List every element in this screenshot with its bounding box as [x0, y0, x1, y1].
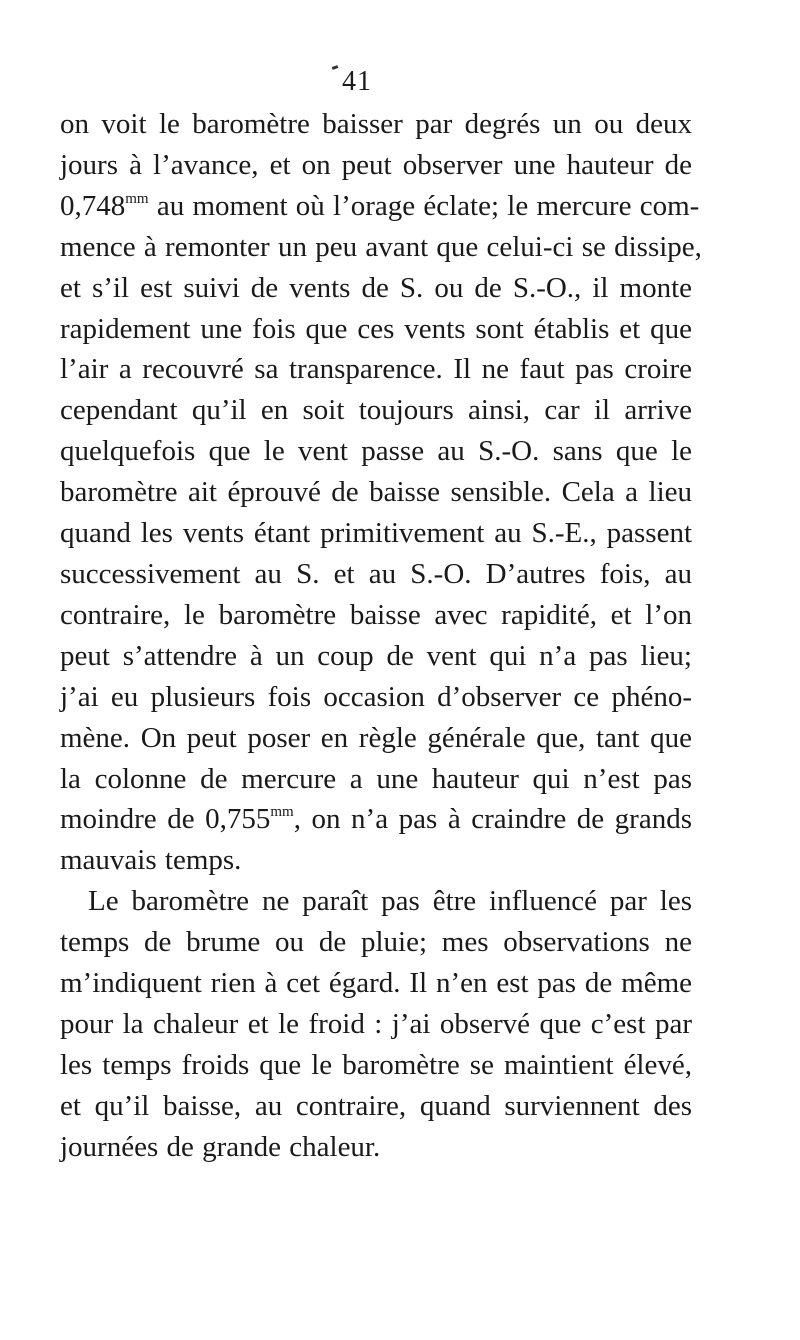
text-line: pour la chaleur et le froid : j’ai observé que c’est par	[60, 1007, 692, 1040]
unit-superscript: mm	[270, 804, 294, 821]
text-line: cependant qu’il en soit toujours ainsi, car il arrive	[60, 394, 692, 427]
text-line: l’air a recouvré sa transparence. Il ne faut pas croire	[60, 353, 692, 386]
text-line: contraire, le baromètre baisse avec rapidité, et l’on	[60, 598, 692, 631]
text-line: Le baromètre ne paraît pas être influencé par les	[88, 885, 692, 918]
body-text	[60, 104, 702, 1168]
line-continuation: , on n’a pas à craindre de grands	[293, 803, 692, 836]
text-line	[60, 799, 692, 840]
text-line: successivement au S. et au S.-O. D’autres fois, au	[60, 557, 692, 590]
text-line: et s’il est suivi de vents de S. ou de S.-O., il monte	[60, 271, 692, 304]
text-line: les temps froids que le baromètre se maintient élevé,	[60, 1048, 692, 1081]
text-line: m’indiquent rien à cet égard. Il n’en est pas de même	[60, 967, 692, 1000]
text-line: quand les vents étant primitivement au S.-E., passent	[60, 517, 692, 550]
measurement-value: 0,748	[60, 189, 126, 222]
page-number: 41	[342, 66, 372, 97]
text-line: peut s’attendre à un coup de vent qui n’a pas lieu;	[60, 639, 692, 672]
text-line: on voit le baromètre baisser par degrés un ou deux	[60, 108, 692, 140]
text-line: rapidement une fois que ces vents sont établis et que	[60, 312, 692, 345]
text-line: temps de brume ou de pluie; mes observations ne	[60, 926, 692, 959]
text-line: journées de grande chaleur.	[60, 1130, 381, 1163]
text-line	[60, 186, 700, 227]
text-line: mène. On peut poser en règle générale que, tant que	[60, 721, 692, 754]
line-continuation: au moment où l’orage éclate; le mercure com-	[148, 189, 700, 222]
unit-superscript: mm	[125, 190, 149, 207]
text-line: et qu’il baisse, au contraire, quand surviennent des	[60, 1089, 692, 1122]
text-line: jours à l’avance, et on peut observer une hauteur de	[60, 148, 692, 181]
line-start: moindre de 0,755	[60, 803, 271, 836]
text-line: mauvais temps.	[60, 844, 242, 877]
text-line: la colonne de mercure a une hauteur qui n’est pas	[60, 762, 692, 795]
ink-speck	[332, 65, 339, 70]
text-line: baromètre ait éprouvé de baisse sensible. Cela a lieu	[60, 476, 692, 509]
text-line: mence à remonter un peu avant que celui-ci se dissipe,	[60, 230, 702, 263]
text-line: j’ai eu plusieurs fois occasion d’observer ce phéno-	[60, 680, 692, 713]
text-line: quelquefois que le vent passe au S.-O. sans que le	[60, 435, 692, 468]
